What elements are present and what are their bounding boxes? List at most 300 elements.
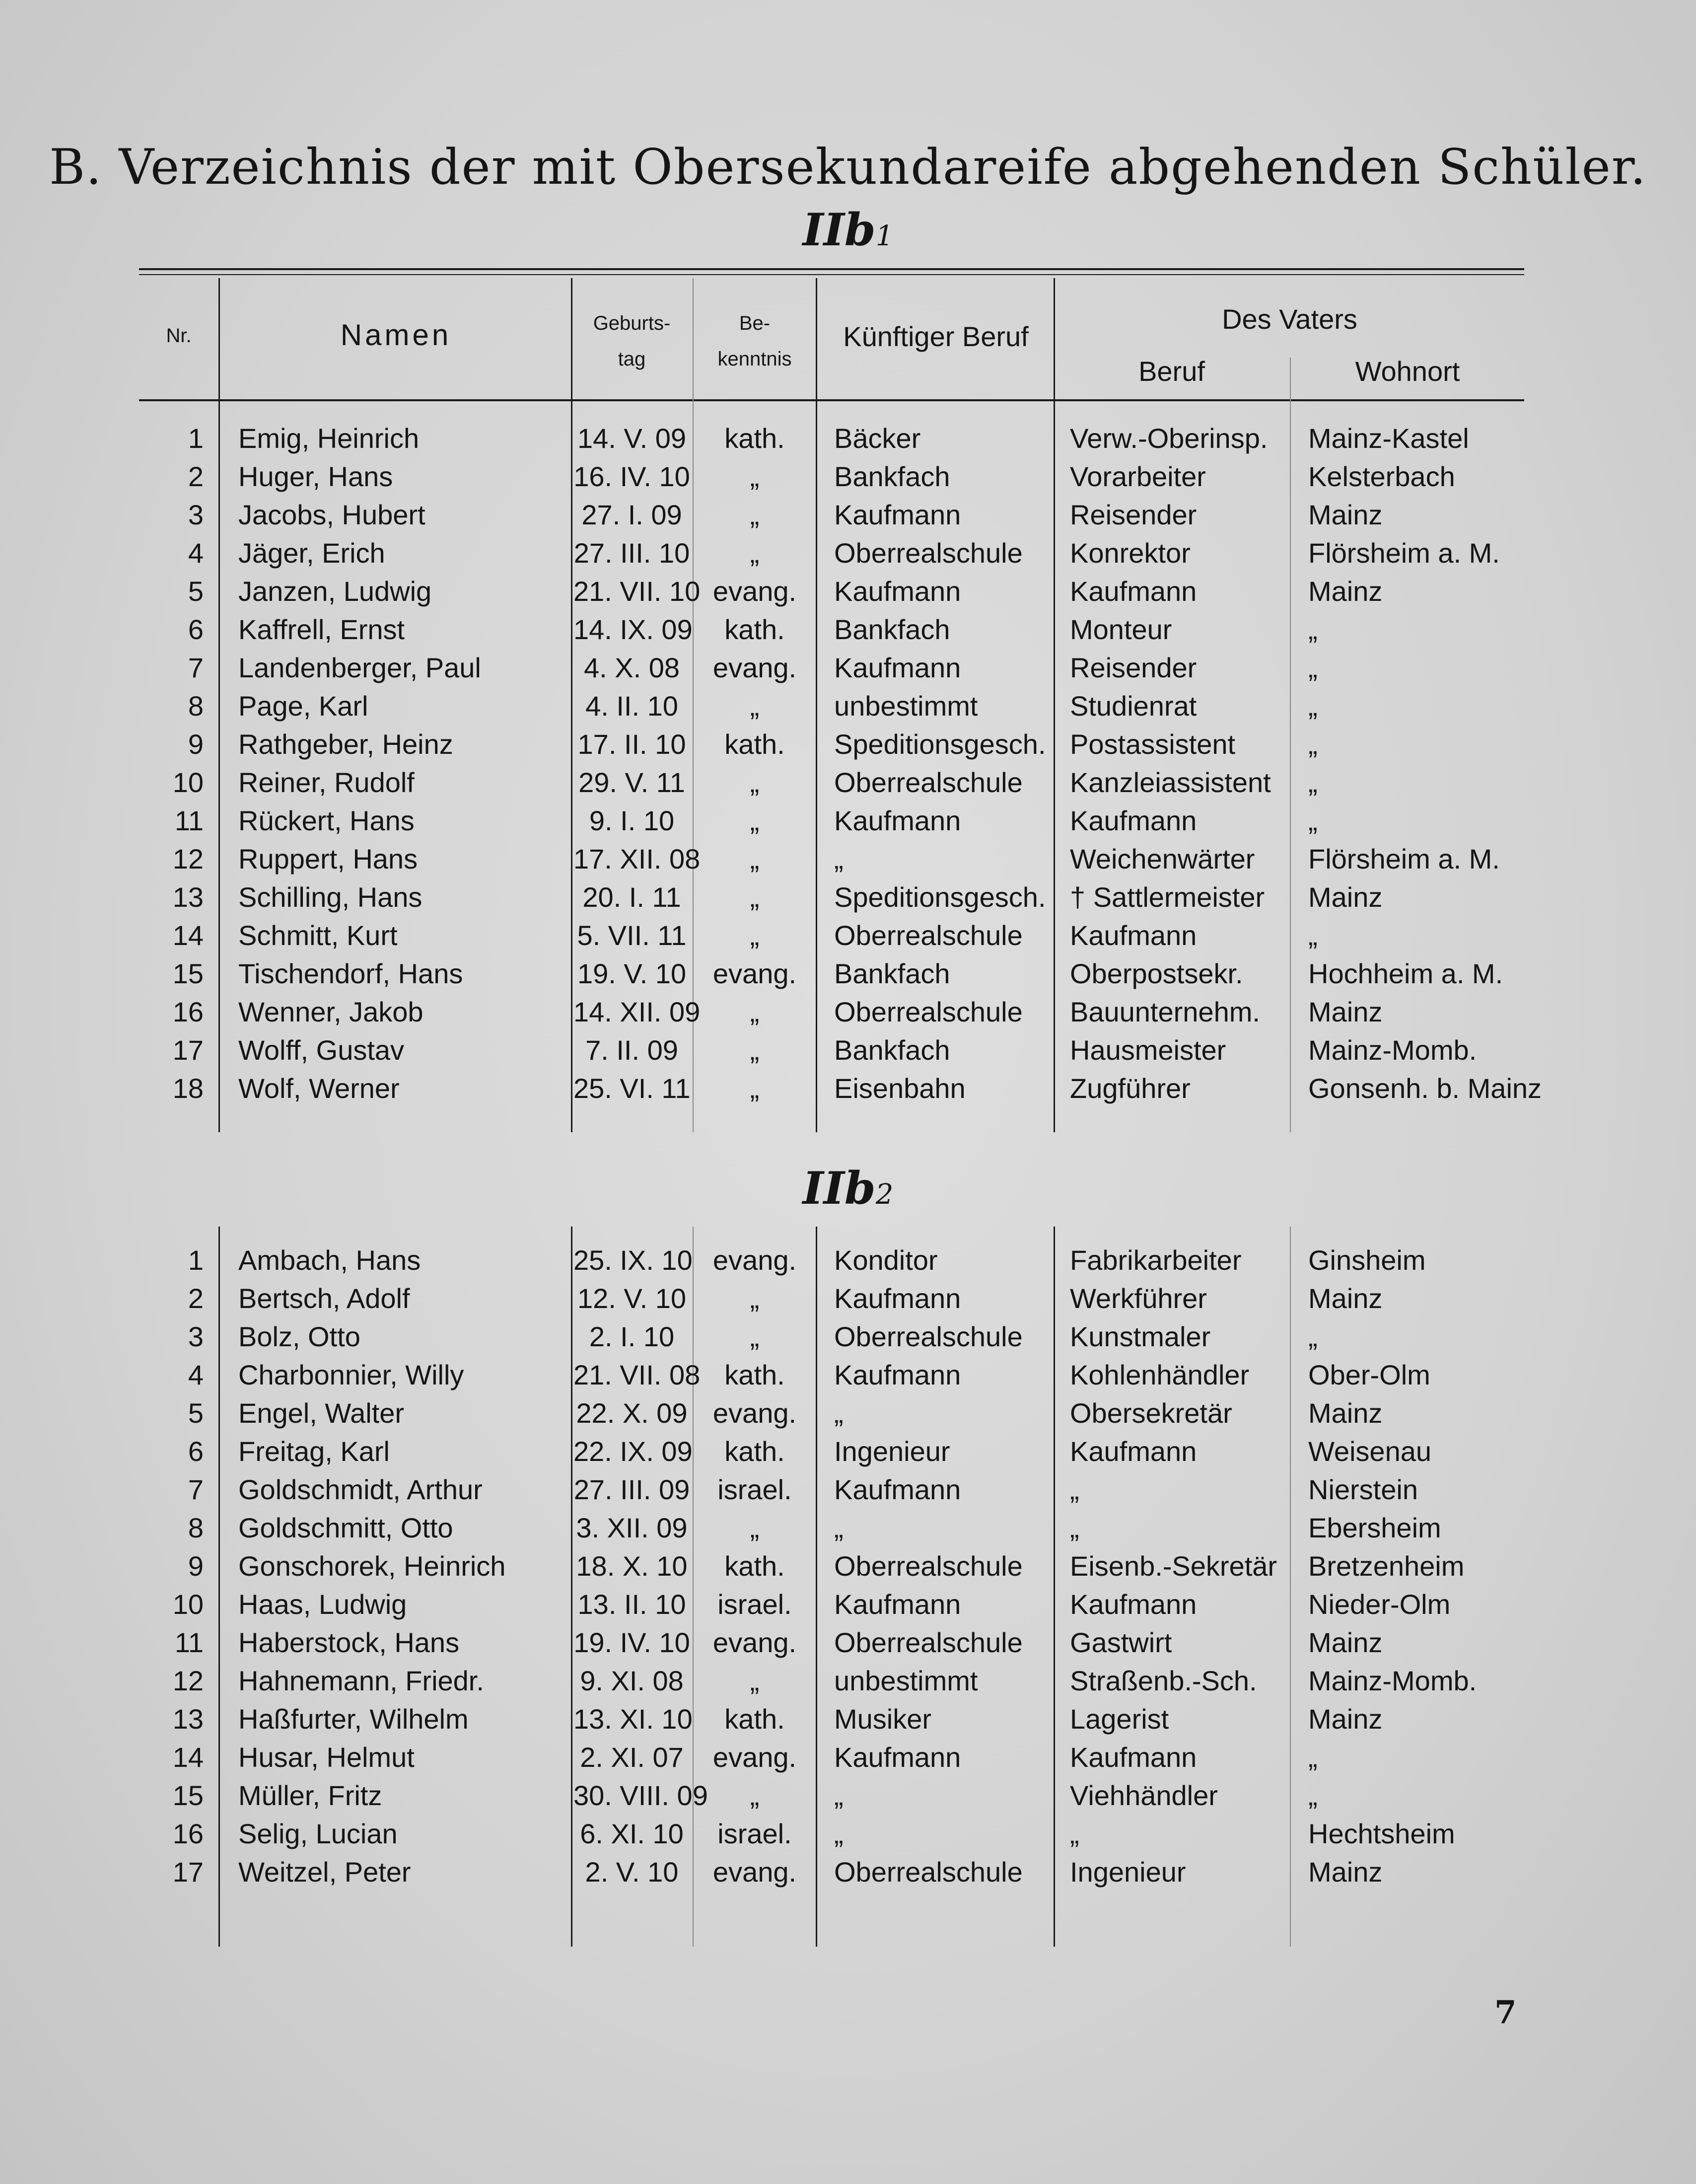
row-residence: Gonsenh. b. Mainz <box>1308 1073 1542 1104</box>
row-confession: „ <box>750 1512 760 1543</box>
row-nr: 6 <box>188 614 204 645</box>
row-nr: 8 <box>188 1512 204 1543</box>
row-future-job: Eisenbahn <box>834 1073 966 1104</box>
row-father-job: Straßenb.-Sch. <box>1070 1665 1257 1696</box>
table-row <box>0 1473 1696 1512</box>
page-number: 7 <box>1494 1994 1517 2031</box>
row-future-job: „ <box>834 1818 844 1849</box>
row-date: 13. XI. 10 <box>573 1703 693 1735</box>
row-father-job: Gastwirt <box>1070 1627 1172 1658</box>
table-row <box>0 613 1696 652</box>
row-name: Charbonnier, Willy <box>238 1359 464 1390</box>
row-father-job: Bauunternehm. <box>1070 996 1260 1027</box>
row-future-job: Oberrealschule <box>834 1856 1023 1888</box>
table-row <box>0 843 1696 881</box>
row-date: 5. VII. 11 <box>577 920 687 951</box>
row-future-job: Kaufmann <box>834 499 961 530</box>
row-confession: „ <box>750 767 760 798</box>
row-nr: 7 <box>188 652 204 683</box>
row-nr: 5 <box>188 1397 204 1429</box>
class-heading-2-label: IIb <box>802 1162 876 1215</box>
table-row <box>0 1779 1696 1818</box>
table-row <box>0 1072 1696 1110</box>
table-row <box>0 1588 1696 1626</box>
row-name: Gonschorek, Heinrich <box>238 1550 506 1582</box>
row-father-job: Monteur <box>1070 614 1172 645</box>
row-name: Engel, Walter <box>238 1397 405 1429</box>
row-nr: 18 <box>172 1073 204 1104</box>
row-confession: „ <box>750 690 760 722</box>
row-name: Haas, Ludwig <box>238 1589 407 1620</box>
header-bekenntnis <box>695 305 814 377</box>
row-nr: 11 <box>174 805 204 836</box>
row-father-job: Kaufmann <box>1070 920 1197 951</box>
table-row <box>0 460 1696 499</box>
row-date: 9. I. 10 <box>589 805 675 836</box>
row-nr: 9 <box>188 1550 204 1582</box>
row-residence: Flörsheim a. M. <box>1308 843 1500 874</box>
row-father-job: Kaufmann <box>1070 1742 1197 1773</box>
row-date: 22. X. 09 <box>576 1397 688 1429</box>
row-name: Huger, Hans <box>238 461 393 492</box>
row-name: Schilling, Hans <box>238 881 423 913</box>
row-confession: „ <box>750 499 760 530</box>
row-confession: „ <box>750 881 760 913</box>
row-confession: „ <box>750 537 760 569</box>
row-confession: kath. <box>724 1359 785 1390</box>
table-row <box>0 957 1696 996</box>
row-future-job: Kaufmann <box>834 1589 961 1620</box>
row-name: Reiner, Rudolf <box>238 767 415 798</box>
row-residence: Bretzenheim <box>1308 1550 1465 1582</box>
row-date: 17. II. 10 <box>577 728 686 760</box>
row-name: Rathgeber, Heinz <box>238 728 453 760</box>
row-confession: evang. <box>712 1627 797 1658</box>
row-residence: „ <box>1308 652 1318 683</box>
row-date: 17. XII. 08 <box>573 843 701 874</box>
row-father-job: † Sattlermeister <box>1070 881 1265 913</box>
row-date: 22. IX. 09 <box>573 1436 693 1467</box>
header-bottom-rule <box>139 399 1524 401</box>
row-residence: Kelsterbach <box>1308 461 1455 492</box>
row-future-job: Bankfach <box>834 1034 950 1066</box>
row-residence: Mainz <box>1308 996 1383 1027</box>
row-residence: Mainz <box>1308 1283 1383 1314</box>
row-future-job: Oberrealschule <box>834 1550 1023 1582</box>
header-namen: Namen <box>340 318 452 352</box>
row-residence: Ebersheim <box>1308 1512 1441 1543</box>
table-row <box>0 1359 1696 1397</box>
row-father-job: Reisender <box>1070 499 1197 530</box>
row-future-job: Konditor <box>834 1244 938 1276</box>
row-future-job: Speditionsgesch. <box>834 728 1046 760</box>
row-residence: Hechtsheim <box>1308 1818 1455 1849</box>
row-name: Schmitt, Kurt <box>238 920 398 951</box>
row-residence: „ <box>1308 1780 1318 1811</box>
row-name: Wolf, Werner <box>238 1073 400 1104</box>
header-bekenntnis-line2: kenntnis <box>717 348 792 370</box>
row-residence: Hochheim a. M. <box>1308 958 1503 989</box>
row-future-job: Oberrealschule <box>834 767 1023 798</box>
row-name: Goldschmitt, Otto <box>238 1512 453 1543</box>
row-residence: „ <box>1308 920 1318 951</box>
row-future-job: unbestimmt <box>834 690 978 722</box>
row-residence: Mainz <box>1308 499 1383 530</box>
class-heading-2 <box>0 1162 1696 1215</box>
row-father-job: Oberpostsekr. <box>1070 958 1243 989</box>
row-future-job: „ <box>834 1780 844 1811</box>
row-confession: evang. <box>712 652 797 683</box>
row-name: Jäger, Erich <box>238 537 385 569</box>
row-name: Wolff, Gustav <box>238 1034 405 1066</box>
row-nr: 15 <box>172 958 204 989</box>
row-nr: 12 <box>172 843 204 874</box>
table-row <box>0 1282 1696 1320</box>
row-confession: kath. <box>724 614 785 645</box>
row-nr: 3 <box>188 499 204 530</box>
row-date: 9. XI. 08 <box>580 1665 684 1696</box>
row-date: 27. III. 09 <box>573 1474 690 1505</box>
row-confession: „ <box>750 1780 760 1811</box>
row-date: 21. VII. 10 <box>573 576 701 607</box>
table-row <box>0 537 1696 575</box>
header-top-rule-2 <box>139 274 1524 275</box>
row-residence: „ <box>1308 1321 1318 1352</box>
row-date: 7. II. 09 <box>585 1034 678 1066</box>
table-row <box>0 1550 1696 1588</box>
row-father-job: „ <box>1070 1512 1079 1543</box>
page-title: B. Verzeichnis der mit Obersekundareife abgehenden Schüler. <box>49 139 1647 196</box>
row-confession: „ <box>750 1073 760 1104</box>
row-future-job: „ <box>834 1397 844 1429</box>
row-residence: „ <box>1308 728 1318 760</box>
header-geburtstag-line1: Geburts- <box>593 312 671 334</box>
row-future-job: Kaufmann <box>834 805 961 836</box>
row-confession: evang. <box>712 1244 797 1276</box>
table-row <box>0 652 1696 690</box>
row-future-job: Oberrealschule <box>834 920 1023 951</box>
table-row <box>0 1665 1696 1703</box>
class-heading-2-suffix: 2 <box>875 1178 894 1211</box>
row-confession: israel. <box>717 1589 792 1620</box>
row-father-job: Ingenieur <box>1070 1856 1186 1888</box>
row-date: 19. IV. 10 <box>573 1627 690 1658</box>
row-nr: 10 <box>172 767 204 798</box>
row-nr: 16 <box>172 1818 204 1849</box>
row-confession: „ <box>750 1321 760 1352</box>
row-residence: Mainz <box>1308 576 1383 607</box>
row-residence: Ginsheim <box>1308 1244 1426 1276</box>
row-date: 2. V. 10 <box>585 1856 679 1888</box>
table-row <box>0 1244 1696 1282</box>
row-confession: „ <box>750 920 760 951</box>
header-kuenftiger-beruf: Künftiger Beruf <box>843 321 1029 352</box>
row-name: Ruppert, Hans <box>238 843 418 874</box>
row-father-job: Eisenb.-Sekretär <box>1070 1550 1277 1582</box>
row-father-job: Kanzleiassistent <box>1070 767 1271 798</box>
row-father-job: Viehhändler <box>1070 1780 1218 1811</box>
row-name: Goldschmidt, Arthur <box>238 1474 483 1505</box>
header-nr: Nr. <box>166 325 192 347</box>
row-date: 18. X. 10 <box>576 1550 688 1582</box>
row-date: 14. IX. 09 <box>573 614 693 645</box>
row-nr: 1 <box>188 1244 204 1276</box>
row-date: 14. V. 09 <box>577 423 687 454</box>
row-nr: 16 <box>172 996 204 1027</box>
row-name: Bertsch, Adolf <box>238 1283 410 1314</box>
row-father-job: Zugführer <box>1070 1073 1191 1104</box>
row-nr: 3 <box>188 1321 204 1352</box>
row-nr: 5 <box>188 576 204 607</box>
row-nr: 12 <box>172 1665 204 1696</box>
row-date: 25. VI. 11 <box>573 1073 691 1104</box>
row-confession: israel. <box>717 1474 792 1505</box>
row-residence: Mainz-Momb. <box>1308 1034 1477 1066</box>
row-date: 21. VII. 08 <box>573 1359 701 1390</box>
table-row <box>0 881 1696 919</box>
row-confession: kath. <box>724 1436 785 1467</box>
row-nr: 13 <box>172 881 204 913</box>
row-name: Freitag, Karl <box>238 1436 390 1467</box>
row-future-job: Kaufmann <box>834 652 961 683</box>
row-future-job: „ <box>834 1512 844 1543</box>
table-row <box>0 919 1696 957</box>
row-name: Selig, Lucian <box>238 1818 398 1849</box>
row-name: Jacobs, Hubert <box>238 499 425 530</box>
row-name: Husar, Helmut <box>238 1742 415 1773</box>
row-father-job: Lagerist <box>1070 1703 1169 1735</box>
row-father-job: „ <box>1070 1818 1079 1849</box>
row-date: 3. XII. 09 <box>576 1512 688 1543</box>
row-residence: Mainz <box>1308 1397 1383 1429</box>
row-nr: 1 <box>188 423 204 454</box>
row-future-job: Oberrealschule <box>834 537 1023 569</box>
table-row <box>0 766 1696 804</box>
row-date: 13. II. 10 <box>577 1589 686 1620</box>
row-date: 30. VIII. 09 <box>573 1780 708 1811</box>
row-future-job: Musiker <box>834 1703 932 1735</box>
table-row <box>0 422 1696 460</box>
row-future-job: Oberrealschule <box>834 1627 1023 1658</box>
row-date: 6. XI. 10 <box>580 1818 684 1849</box>
row-confession: evang. <box>712 1856 797 1888</box>
header-bekenntnis-line1: Be- <box>739 312 771 334</box>
row-residence: „ <box>1308 805 1318 836</box>
row-residence: Mainz <box>1308 881 1383 913</box>
row-father-job: Verw.-Oberinsp. <box>1070 423 1268 454</box>
row-confession: „ <box>750 461 760 492</box>
row-confession: „ <box>750 805 760 836</box>
table-row <box>0 996 1696 1034</box>
row-future-job: unbestimmt <box>834 1665 978 1696</box>
row-date: 14. XII. 09 <box>573 996 701 1027</box>
row-residence: Nierstein <box>1308 1474 1418 1505</box>
row-residence: Weisenau <box>1308 1436 1432 1467</box>
row-name: Bolz, Otto <box>238 1321 360 1352</box>
row-nr: 6 <box>188 1436 204 1467</box>
table-row <box>0 1856 1696 1894</box>
row-father-job: Hausmeister <box>1070 1034 1226 1066</box>
row-date: 20. I. 11 <box>582 881 681 913</box>
class-heading-1-label: IIb <box>802 204 876 256</box>
row-nr: 10 <box>172 1589 204 1620</box>
table-row <box>0 1397 1696 1435</box>
row-nr: 4 <box>188 1359 204 1390</box>
row-future-job: Kaufmann <box>834 576 961 607</box>
header-wohnort: Wohnort <box>1355 356 1460 387</box>
row-father-job: Postassistent <box>1070 728 1236 760</box>
row-date: 12. V. 10 <box>577 1283 687 1314</box>
row-residence: „ <box>1308 614 1318 645</box>
row-date: 2. XI. 07 <box>580 1742 684 1773</box>
table-row <box>0 1512 1696 1550</box>
row-future-job: Bankfach <box>834 614 950 645</box>
row-nr: 4 <box>188 537 204 569</box>
row-father-job: Kohlenhändler <box>1070 1359 1250 1390</box>
row-name: Rückert, Hans <box>238 805 415 836</box>
row-father-job: Vorarbeiter <box>1070 461 1206 492</box>
table-row <box>0 575 1696 613</box>
row-date: 29. V. 11 <box>578 767 685 798</box>
row-father-job: Fabrikarbeiter <box>1070 1244 1242 1276</box>
row-future-job: Kaufmann <box>834 1359 961 1390</box>
row-name: Janzen, Ludwig <box>238 576 432 607</box>
row-father-job: Werkführer <box>1070 1283 1207 1314</box>
row-confession: evang. <box>712 958 797 989</box>
row-name: Weitzel, Peter <box>238 1856 411 1888</box>
row-date: 2. I. 10 <box>589 1321 675 1352</box>
row-nr: 17 <box>172 1034 204 1066</box>
row-residence: Mainz-Momb. <box>1308 1665 1477 1696</box>
row-nr: 17 <box>172 1856 204 1888</box>
row-residence: „ <box>1308 767 1318 798</box>
row-nr: 11 <box>174 1627 204 1658</box>
class-heading-1-suffix: 1 <box>875 220 894 252</box>
table-row <box>0 804 1696 843</box>
row-nr: 13 <box>172 1703 204 1735</box>
row-future-job: Bäcker <box>834 423 921 454</box>
row-father-job: Kaufmann <box>1070 805 1197 836</box>
row-future-job: Bankfach <box>834 958 950 989</box>
row-residence: Mainz <box>1308 1627 1383 1658</box>
table-row <box>0 1741 1696 1779</box>
table-row <box>0 499 1696 537</box>
row-date: 4. II. 10 <box>585 690 678 722</box>
row-father-job: Reisender <box>1070 652 1197 683</box>
row-future-job: Bankfach <box>834 461 950 492</box>
row-father-job: Weichenwärter <box>1070 843 1255 874</box>
row-name: Ambach, Hans <box>238 1244 421 1276</box>
row-confession: evang. <box>712 576 797 607</box>
row-residence: Mainz-Kastel <box>1308 423 1469 454</box>
row-father-job: Kaufmann <box>1070 1589 1197 1620</box>
row-future-job: Oberrealschule <box>834 996 1023 1027</box>
row-name: Emig, Heinrich <box>238 423 420 454</box>
row-confession: kath. <box>724 423 785 454</box>
row-residence: Ober-Olm <box>1308 1359 1430 1390</box>
row-future-job: Speditionsgesch. <box>834 881 1046 913</box>
table-row <box>0 1320 1696 1359</box>
row-residence: Nieder-Olm <box>1308 1589 1451 1620</box>
row-father-job: Studienrat <box>1070 690 1197 722</box>
row-confession: „ <box>750 1665 760 1696</box>
row-future-job: Oberrealschule <box>834 1321 1023 1352</box>
row-father-job: Konrektor <box>1070 537 1191 569</box>
row-residence: Mainz <box>1308 1703 1383 1735</box>
row-future-job: „ <box>834 843 844 874</box>
row-name: Müller, Fritz <box>238 1780 382 1811</box>
row-date: 27. I. 09 <box>581 499 682 530</box>
table-row <box>0 690 1696 728</box>
table-row <box>0 1626 1696 1665</box>
table-row <box>0 1435 1696 1473</box>
row-nr: 15 <box>172 1780 204 1811</box>
row-date: 16. IV. 10 <box>573 461 690 492</box>
row-confession: „ <box>750 996 760 1027</box>
row-name: Tischendorf, Hans <box>238 958 463 989</box>
row-nr: 8 <box>188 690 204 722</box>
row-name: Hahnemann, Friedr. <box>238 1665 484 1696</box>
row-confession: „ <box>750 843 760 874</box>
row-confession: kath. <box>724 1550 785 1582</box>
row-name: Landenberger, Paul <box>238 652 481 683</box>
row-confession: evang. <box>712 1742 797 1773</box>
row-confession: kath. <box>724 1703 785 1735</box>
header-des-vaters: Des Vaters <box>1222 303 1357 335</box>
table-row <box>0 728 1696 766</box>
row-date: 4. X. 08 <box>583 652 680 683</box>
row-date: 27. III. 10 <box>573 537 690 569</box>
table-row <box>0 1818 1696 1856</box>
row-residence: „ <box>1308 690 1318 722</box>
row-name: Haberstock, Hans <box>238 1627 460 1658</box>
row-nr: 14 <box>172 1742 204 1773</box>
row-nr: 2 <box>188 461 204 492</box>
row-date: 19. V. 10 <box>577 958 687 989</box>
row-confession: israel. <box>717 1818 792 1849</box>
row-nr: 7 <box>188 1474 204 1505</box>
row-nr: 9 <box>188 728 204 760</box>
row-father-job: Kaufmann <box>1070 1436 1197 1467</box>
row-nr: 2 <box>188 1283 204 1314</box>
row-nr: 14 <box>172 920 204 951</box>
row-future-job: Kaufmann <box>834 1283 961 1314</box>
header-top-rule <box>139 268 1524 270</box>
row-name: Haßfurter, Wilhelm <box>238 1703 469 1735</box>
row-confession: evang. <box>712 1397 797 1429</box>
row-future-job: Ingenieur <box>834 1436 950 1467</box>
header-geburtstag <box>573 305 690 377</box>
row-father-job: „ <box>1070 1474 1079 1505</box>
row-residence: „ <box>1308 1742 1318 1773</box>
row-confession: kath. <box>724 728 785 760</box>
row-father-job: Kunstmaler <box>1070 1321 1211 1352</box>
row-residence: Mainz <box>1308 1856 1383 1888</box>
row-name: Page, Karl <box>238 690 368 722</box>
row-father-job: Kaufmann <box>1070 576 1197 607</box>
row-future-job: Kaufmann <box>834 1742 961 1773</box>
class-heading-1 <box>0 204 1696 256</box>
row-name: Wenner, Jakob <box>238 996 424 1027</box>
row-confession: „ <box>750 1283 760 1314</box>
row-date: 25. IX. 10 <box>573 1244 693 1276</box>
header-beruf: Beruf <box>1138 356 1205 387</box>
row-confession: „ <box>750 1034 760 1066</box>
row-future-job: Kaufmann <box>834 1474 961 1505</box>
row-residence: Flörsheim a. M. <box>1308 537 1500 569</box>
row-father-job: Obersekretär <box>1070 1397 1232 1429</box>
table-row <box>0 1703 1696 1741</box>
